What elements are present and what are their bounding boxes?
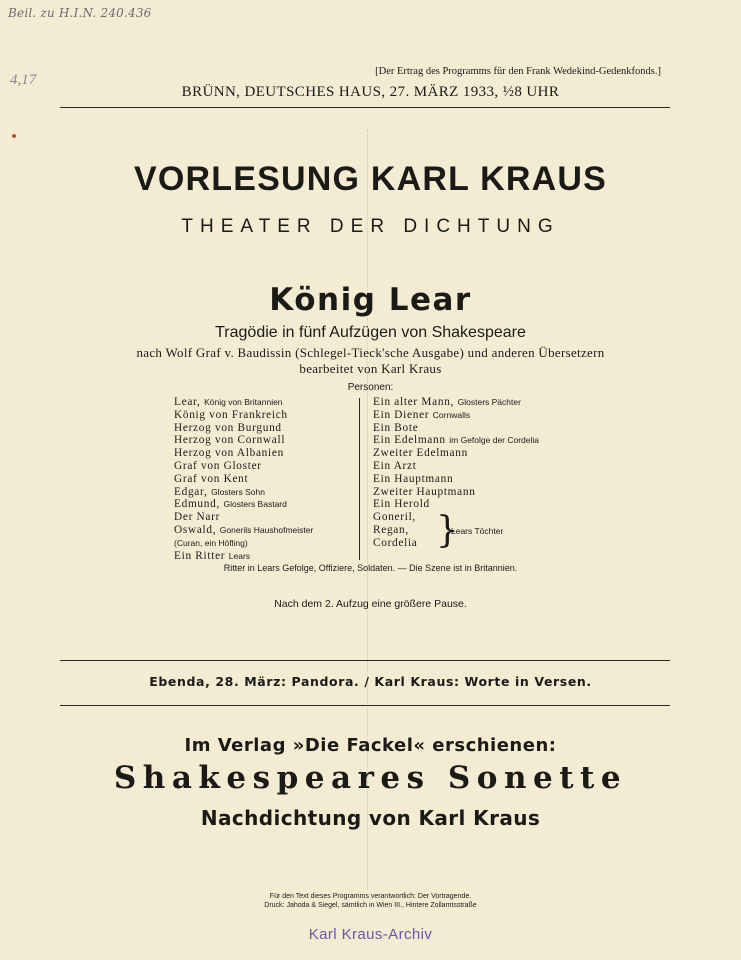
cast-entry: [174, 550, 354, 563]
cast-role-name: Oswald,: [174, 523, 217, 536]
cast-role-note: Gonerils Haushofmeister: [219, 524, 314, 535]
translation-line-1: nach Wolf Graf v. Baudissin (Schlegel-Tieck'sche Ausgabe) und anderen Übersetzern: [136, 345, 605, 360]
next-event: Ebenda, 28. März: Pandora. / Karl Kraus: Worte in Versen.: [149, 674, 592, 689]
cast-label: Personen:: [347, 382, 394, 393]
play-title: König Lear: [269, 282, 472, 318]
cast-role-name: Herzog von Cornwall: [174, 434, 286, 447]
cast-entry: [373, 422, 603, 435]
cast-role-name: Ein Ritter: [174, 549, 226, 562]
cast-role-name: Goneril,: [373, 511, 416, 524]
cast-role-name: Regan,: [373, 523, 409, 536]
translation-line-2: bearbeitet von Karl Kraus: [299, 361, 442, 376]
daughters-note: Lears Töchter: [451, 526, 504, 536]
cast-role-name: Der Narr: [174, 511, 221, 524]
cast-role-name: Lear,: [174, 396, 201, 408]
cast-extras: Ritter in Lears Gefolge, Offiziere, Soldaten. — Die Szene ist in Britannien.: [223, 563, 518, 573]
cast-entry: [373, 409, 603, 422]
cast-role-note: König von Britannien: [204, 397, 283, 407]
cast-entry: [373, 447, 603, 460]
section-rule-bottom: [60, 705, 670, 706]
cast-role-name: Ein Diener: [373, 408, 430, 421]
section-rule-top: [60, 660, 670, 661]
cast-entry: [174, 434, 354, 447]
archive-handwritten-note: Beil. zu H.I.N. 240.436: [8, 6, 152, 20]
cast-role-note: Cornwalls: [432, 409, 471, 420]
cast-entry: [174, 537, 354, 550]
proceeds-note: [Der Ertrag des Programms für den Frank Wedekind-Gedenkfonds.]: [375, 66, 661, 77]
cast-role-name: Ein Bote: [373, 421, 419, 434]
cast-entry: [174, 498, 354, 511]
cast-entry: [174, 409, 354, 422]
cast-entry: [373, 434, 603, 447]
red-ink-mark: [12, 134, 16, 138]
cast-role-name: Graf von Kent: [174, 472, 249, 485]
cast-role-note: Glosters Bastard: [223, 499, 287, 510]
cast-entry: [174, 524, 354, 537]
cast-role-name: König von Frankreich: [174, 408, 288, 421]
cast-list-left: [174, 396, 354, 562]
cast-entry: [373, 396, 603, 409]
cast-entry: [174, 396, 354, 409]
cast-entry: [174, 473, 354, 486]
reading-subtitle: THEATER DER DICHTUNG: [181, 216, 560, 237]
cast-entry: [174, 447, 354, 460]
archive-stamp: Karl Kraus-Archiv: [308, 926, 433, 943]
cast-role-note: im Gefolge der Cordelia: [449, 435, 540, 446]
cast-role-name: Ein alter Mann,: [373, 396, 455, 408]
cast-role-name: Ein Herold: [373, 498, 430, 511]
venue-date-line: BRÜNN, DEUTSCHES HAUS, 27. MÄRZ 1933, ½8 UHR: [181, 84, 560, 100]
cast-role-name: Zweiter Hauptmann: [373, 485, 476, 498]
publication-credit: Nachdichtung von Karl Kraus: [200, 806, 541, 830]
cast-entry: [174, 511, 354, 524]
cast-role-name: Herzog von Albanien: [174, 447, 284, 460]
cast-entry: [373, 473, 603, 486]
cast-role-name: Zweiter Edelmann: [373, 447, 468, 460]
cast-entry: [174, 486, 354, 499]
printer-footer: [0, 892, 741, 910]
cast-entry: [373, 537, 603, 550]
cast-role-name: Ein Hauptmann: [373, 472, 454, 485]
cast-role-name: Ein Edelmann: [373, 434, 446, 447]
cast-entry: [373, 486, 603, 499]
cast-role-note: Lears: [228, 550, 251, 561]
reading-title: VORLESUNG KARL KRAUS: [134, 160, 607, 198]
cast-entry: [373, 498, 603, 511]
daughters-brace: }: [436, 510, 459, 551]
cast-entry: [373, 511, 603, 524]
cast-entry: [174, 460, 354, 473]
cast-role-name: Ein Arzt: [373, 459, 417, 472]
intermission-note: Nach dem 2. Aufzug eine größere Pause.: [274, 598, 467, 610]
cast-role-name: Edmund,: [174, 498, 221, 511]
publication-title: Shakespeares Sonette: [113, 760, 628, 796]
cast-entry: [174, 422, 354, 435]
play-subtitle: Tragödie in fünf Aufzügen von Shakespeare: [215, 324, 526, 341]
cast-entry: [373, 460, 603, 473]
publication-intro: Im Verlag »Die Fackel« erschienen:: [184, 735, 557, 756]
footer-line-2: Druck: Jahoda & Siegel, sämtlich in Wien III., Hintere Zollamtsstraße: [264, 902, 477, 909]
archive-scribble: 4,17: [10, 72, 37, 88]
cast-role-name: Herzog von Burgund: [174, 421, 282, 434]
cast-role-note: (Curan, ein Höfling): [174, 537, 248, 548]
cast-role-name: Cordelia: [373, 536, 418, 549]
footer-line-1: Für den Text dieses Programms verantwortlich: Der Vortragende.: [269, 893, 472, 900]
cast-role-note: Glosters Pächter: [457, 397, 521, 407]
cast-divider: [359, 398, 360, 560]
header-rule: [60, 107, 670, 108]
cast-role-name: Edgar,: [174, 485, 208, 498]
translation-credit: [0, 345, 741, 377]
cast-role-name: Graf von Gloster: [174, 459, 262, 472]
cast-role-note: Glosters Sohn: [211, 486, 265, 497]
